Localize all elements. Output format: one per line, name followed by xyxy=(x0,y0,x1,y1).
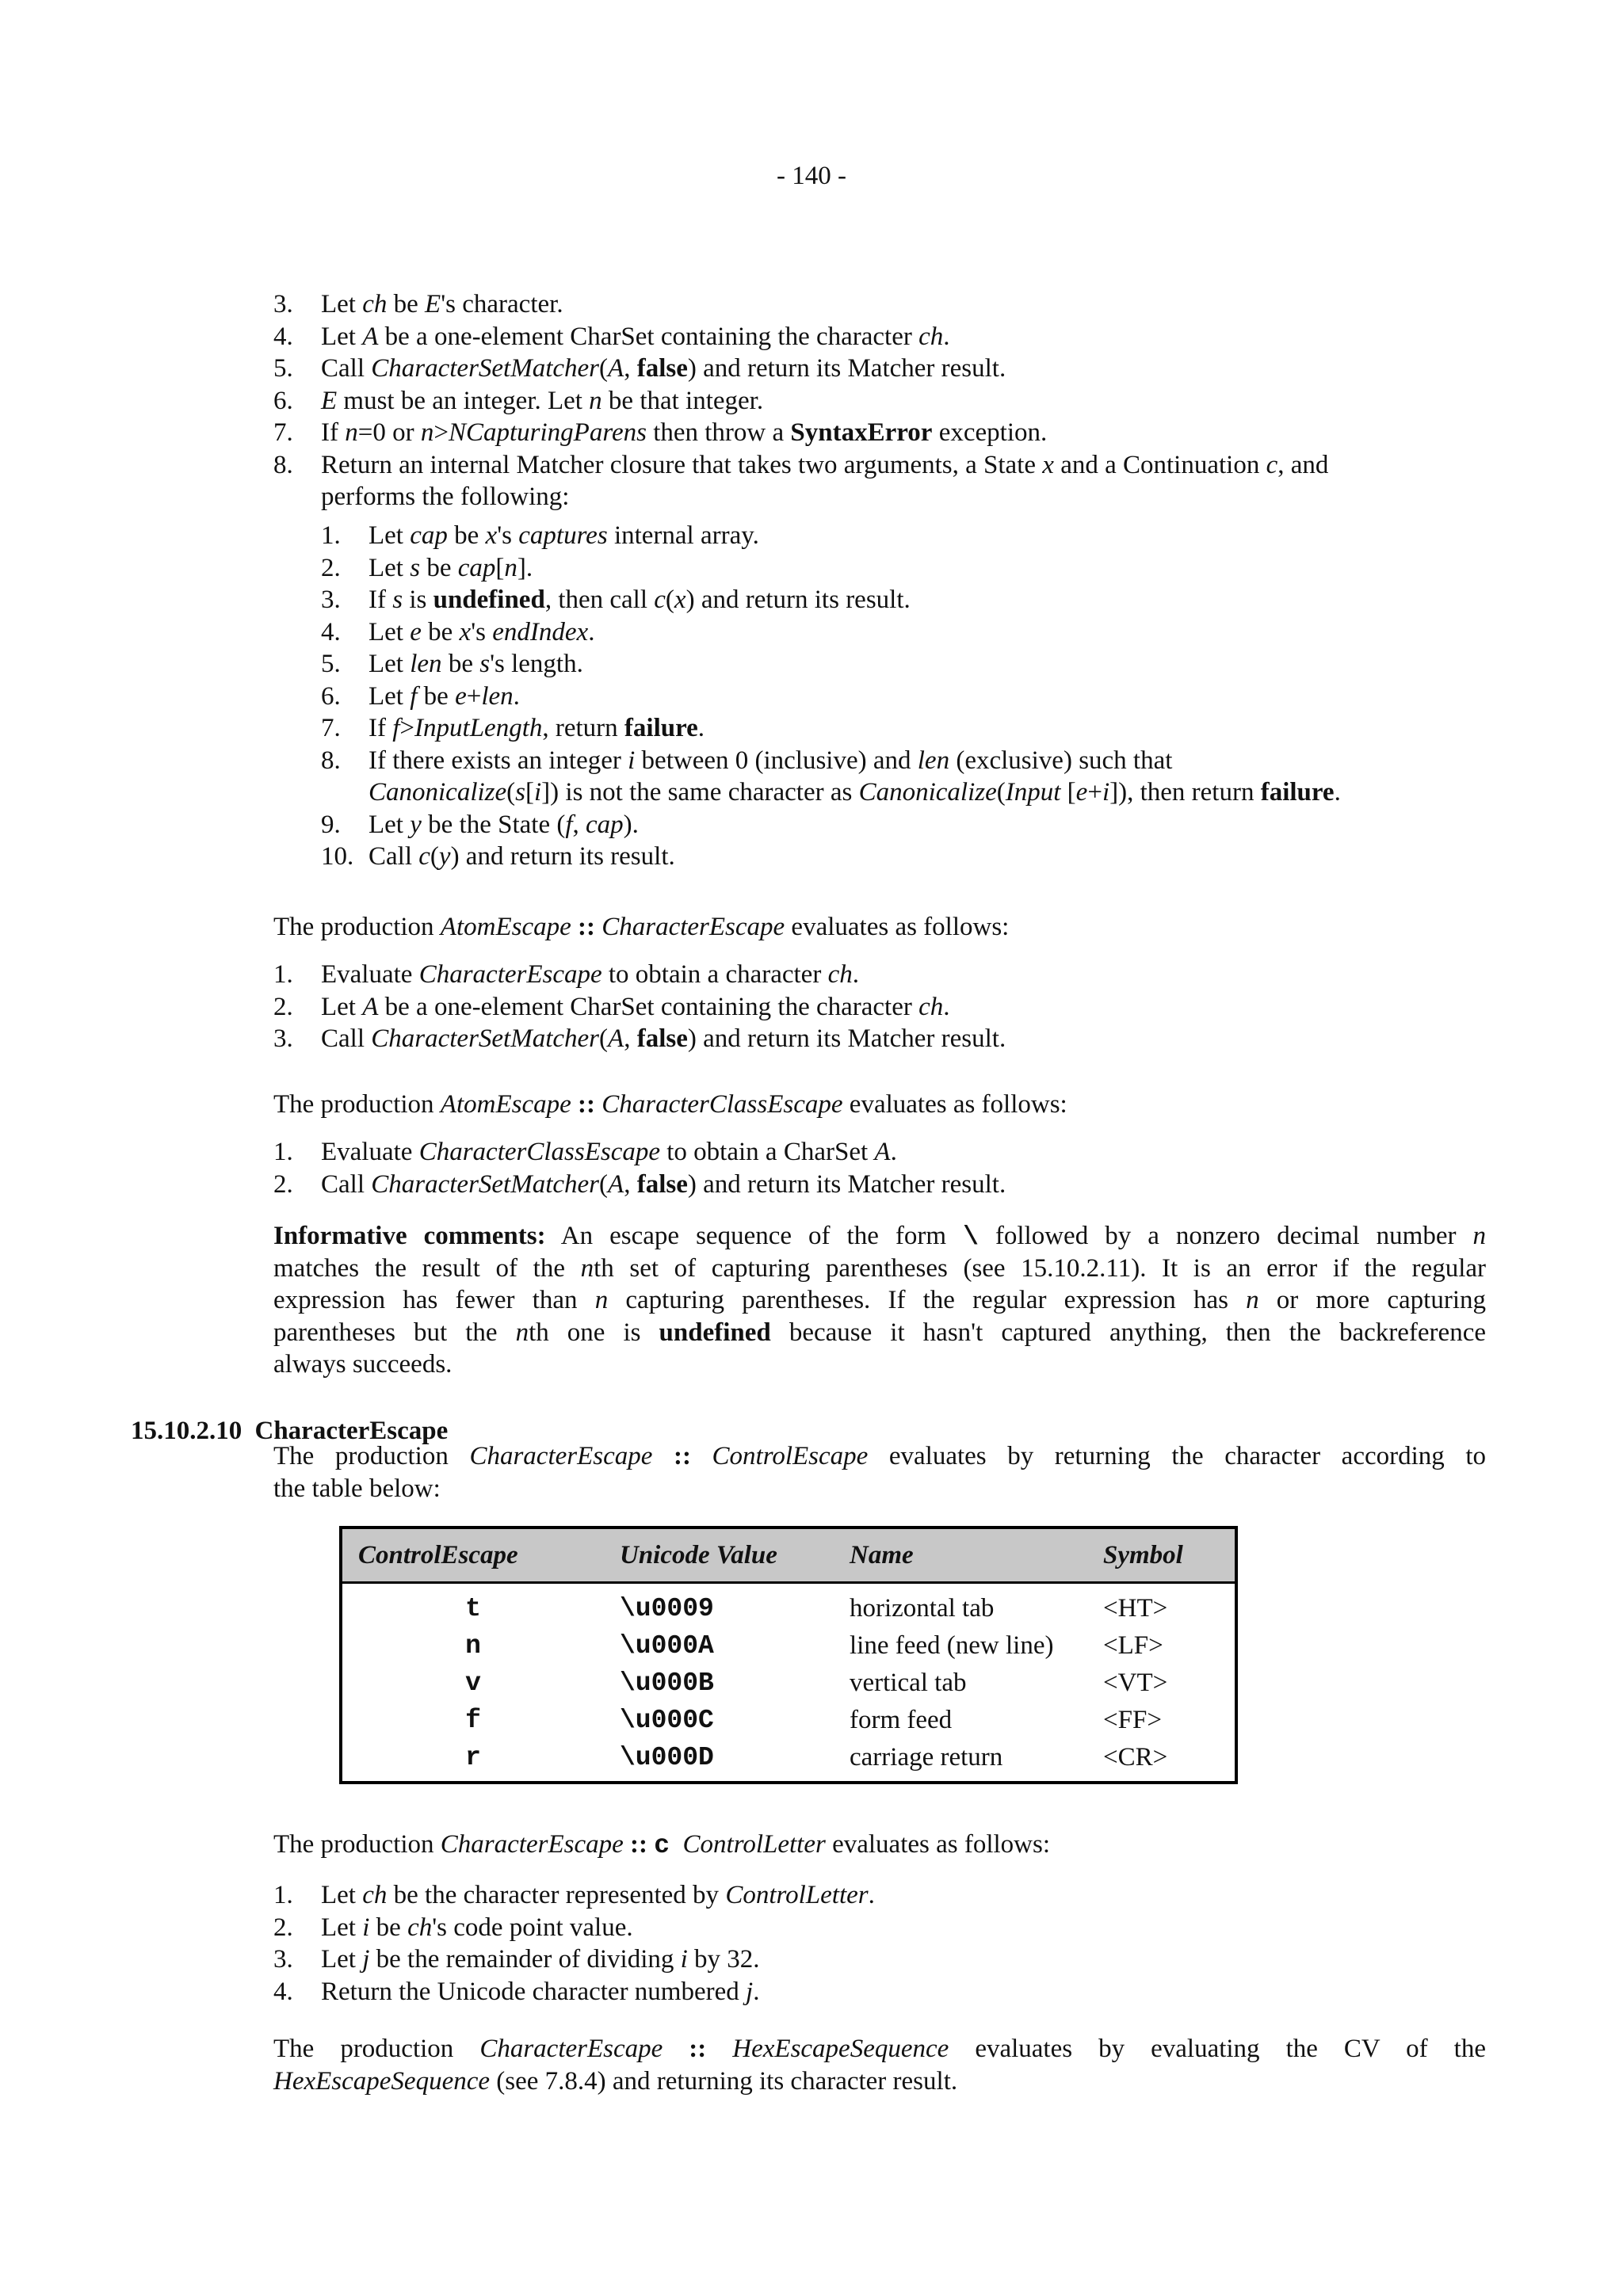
cell-controlescape: f xyxy=(465,1706,481,1735)
paragraph-line: always succeeds. xyxy=(273,1350,453,1379)
table-header-row xyxy=(341,1527,1236,1583)
paragraph-line: The production CharacterEscape :: HexEscapeSequence evaluates by evaluating the CV of the xyxy=(273,2035,1486,2063)
step-text: Return an internal Matcher closure that takes two arguments, a State x and a Continuation c, and xyxy=(321,450,1329,479)
cell-controlescape: v xyxy=(465,1669,481,1698)
cell-controlescape: r xyxy=(465,1743,481,1772)
step-number: 5. xyxy=(273,354,293,383)
paragraph-line: parentheses but the nth one is undefined because it hasn't captured anything, then the backreference xyxy=(273,1318,1486,1347)
step-number: 2. xyxy=(273,1913,293,1942)
step-number: 3. xyxy=(273,290,293,318)
paragraph-atomescape-characterescape: The production AtomEscape :: CharacterEscape evaluates as follows: xyxy=(273,913,1010,941)
step-text: Evaluate CharacterEscape to obtain a character ch. xyxy=(321,960,859,989)
cell-symbol: <VT> xyxy=(1103,1669,1168,1697)
cell-name: line feed (new line) xyxy=(850,1631,1054,1660)
table-row xyxy=(341,1583,1236,1628)
cell-symbol: <CR> xyxy=(1103,1743,1168,1772)
cell-name: form feed xyxy=(850,1706,953,1734)
paragraph-line: Informative comments: An escape sequence of the form \ followed by a nonzero decimal number n xyxy=(273,1222,1486,1252)
step-text: Let s be cap[n]. xyxy=(369,553,533,582)
step-number: 2. xyxy=(273,1169,293,1199)
cell-name: carriage return xyxy=(850,1743,1003,1772)
step-text: Canonicalize(s[i]) is not the same character as Canonicalize(Input [e+i]), then return failure. xyxy=(369,778,1341,807)
paragraph-line: HexEscapeSequence (see 7.8.4) and returning its character result. xyxy=(273,2066,958,2096)
cell-symbol: <FF> xyxy=(1103,1706,1162,1734)
col-header-name: Name xyxy=(834,1527,1087,1583)
table-row xyxy=(341,1665,1236,1702)
step-number: 8. xyxy=(273,450,293,479)
step-number: 2. xyxy=(321,553,341,582)
cell-symbol: <LF> xyxy=(1103,1631,1163,1660)
page-number: - 140 - xyxy=(777,162,846,190)
step-text: Let A be a one-element CharSet containing the character ch. xyxy=(321,992,950,1021)
step-text: Let e be x's endIndex. xyxy=(369,617,595,646)
cell-controlescape: t xyxy=(465,1594,481,1623)
col-header-unicode-value: Unicode Value xyxy=(604,1527,834,1583)
step-number: 4. xyxy=(273,322,293,351)
col-header-symbol: Symbol xyxy=(1087,1527,1236,1583)
cell-name: vertical tab xyxy=(850,1669,967,1697)
cell-unicode-value: \u000B xyxy=(620,1669,714,1698)
step-text: Let j be the remainder of dividing i by 32. xyxy=(321,1945,760,1974)
step-text: Call CharacterSetMatcher(A, false) and return its Matcher result. xyxy=(321,354,1006,383)
paragraph-line: matches the result of the nth set of capturing parentheses (see 15.10.2.11). It is an error if the regular xyxy=(273,1253,1486,1283)
cell-unicode-value: \u000C xyxy=(620,1706,714,1735)
step-text: Evaluate CharacterClassEscape to obtain a CharSet A. xyxy=(321,1138,897,1166)
step-text: E must be an integer. Let n be that integer. xyxy=(321,386,764,415)
step-text: Let A be a one-element CharSet containing the character ch. xyxy=(321,322,950,351)
cell-unicode-value: \u000A xyxy=(620,1631,714,1661)
step-text: If s is undefined, then call c(x) and return its result. xyxy=(369,585,911,614)
step-text: If f>InputLength, return failure. xyxy=(369,714,705,742)
cell-name: horizontal tab xyxy=(850,1594,995,1623)
section-title: CharacterEscape xyxy=(254,1417,449,1445)
step-text: Let len be s's length. xyxy=(369,650,583,678)
paragraph-line: The production CharacterEscape :: ControlEscape evaluates by returning the character according to xyxy=(273,1442,1487,1470)
step-number: 7. xyxy=(273,418,293,447)
step-number: 6. xyxy=(273,386,293,415)
paragraph-control-letter: The production CharacterEscape :: c ControlLetter evaluates as follows: xyxy=(273,1830,1051,1860)
step-number: 8. xyxy=(321,746,341,775)
step-number: 10. xyxy=(321,842,354,871)
step-number: 5. xyxy=(321,650,341,678)
step-text: Let f be e+len. xyxy=(369,681,520,711)
step-text: Let ch be E's character. xyxy=(321,290,563,318)
cell-symbol: <HT> xyxy=(1103,1594,1168,1623)
step-number: 1. xyxy=(273,1138,293,1166)
step-number: 2. xyxy=(273,992,293,1021)
step-text: Let y be the State (f, cap). xyxy=(369,810,639,839)
step-text: Return the Unicode character numbered j. xyxy=(321,1977,760,2006)
step-text: performs the following: xyxy=(321,482,570,511)
step-number: 1. xyxy=(321,521,341,550)
step-number: 1. xyxy=(273,960,293,989)
step-number: 3. xyxy=(321,585,341,614)
step-text: If n=0 or n>NCapturingParens then throw a SyntaxError exception. xyxy=(321,418,1048,447)
col-header-controlescape: ControlEscape xyxy=(341,1527,604,1583)
step-number: 7. xyxy=(321,714,341,742)
paragraph-line: the table below: xyxy=(273,1474,441,1503)
step-text: If there exists an integer i between 0 (inclusive) and len (exclusive) such that xyxy=(369,746,1173,775)
step-text: Call CharacterSetMatcher(A, false) and return its Matcher result. xyxy=(321,1024,1006,1053)
step-number: 3. xyxy=(273,1945,293,1974)
step-text: Let i be ch's code point value. xyxy=(321,1913,633,1942)
section-number: 15.10.2.10 xyxy=(131,1417,242,1445)
step-number: 6. xyxy=(321,681,341,711)
step-text: Let cap be x's captures internal array. xyxy=(369,521,759,550)
cell-unicode-value: \u000D xyxy=(620,1743,714,1772)
paragraph-line: expression has fewer than n capturing parentheses. If the regular expression has n or more capturing xyxy=(273,1286,1486,1314)
control-escape-table xyxy=(339,1526,1238,1784)
step-text: Call CharacterSetMatcher(A, false) and return its Matcher result. xyxy=(321,1169,1006,1199)
step-text: Call c(y) and return its result. xyxy=(369,842,675,871)
table-row xyxy=(341,1702,1236,1739)
cell-controlescape: n xyxy=(465,1631,481,1661)
step-number: 4. xyxy=(273,1977,293,2006)
step-text: Let ch be the character represented by ControlLetter. xyxy=(321,1881,875,1909)
cell-unicode-value: \u0009 xyxy=(620,1594,714,1623)
table-row xyxy=(341,1627,1236,1665)
step-number: 9. xyxy=(321,810,341,839)
step-number: 1. xyxy=(273,1881,293,1909)
step-number: 3. xyxy=(273,1024,293,1053)
paragraph-atomescape-characterclassescape: The production AtomEscape :: CharacterClassEscape evaluates as follows: xyxy=(273,1090,1067,1119)
table-row xyxy=(341,1739,1236,1783)
step-number: 4. xyxy=(321,617,341,646)
